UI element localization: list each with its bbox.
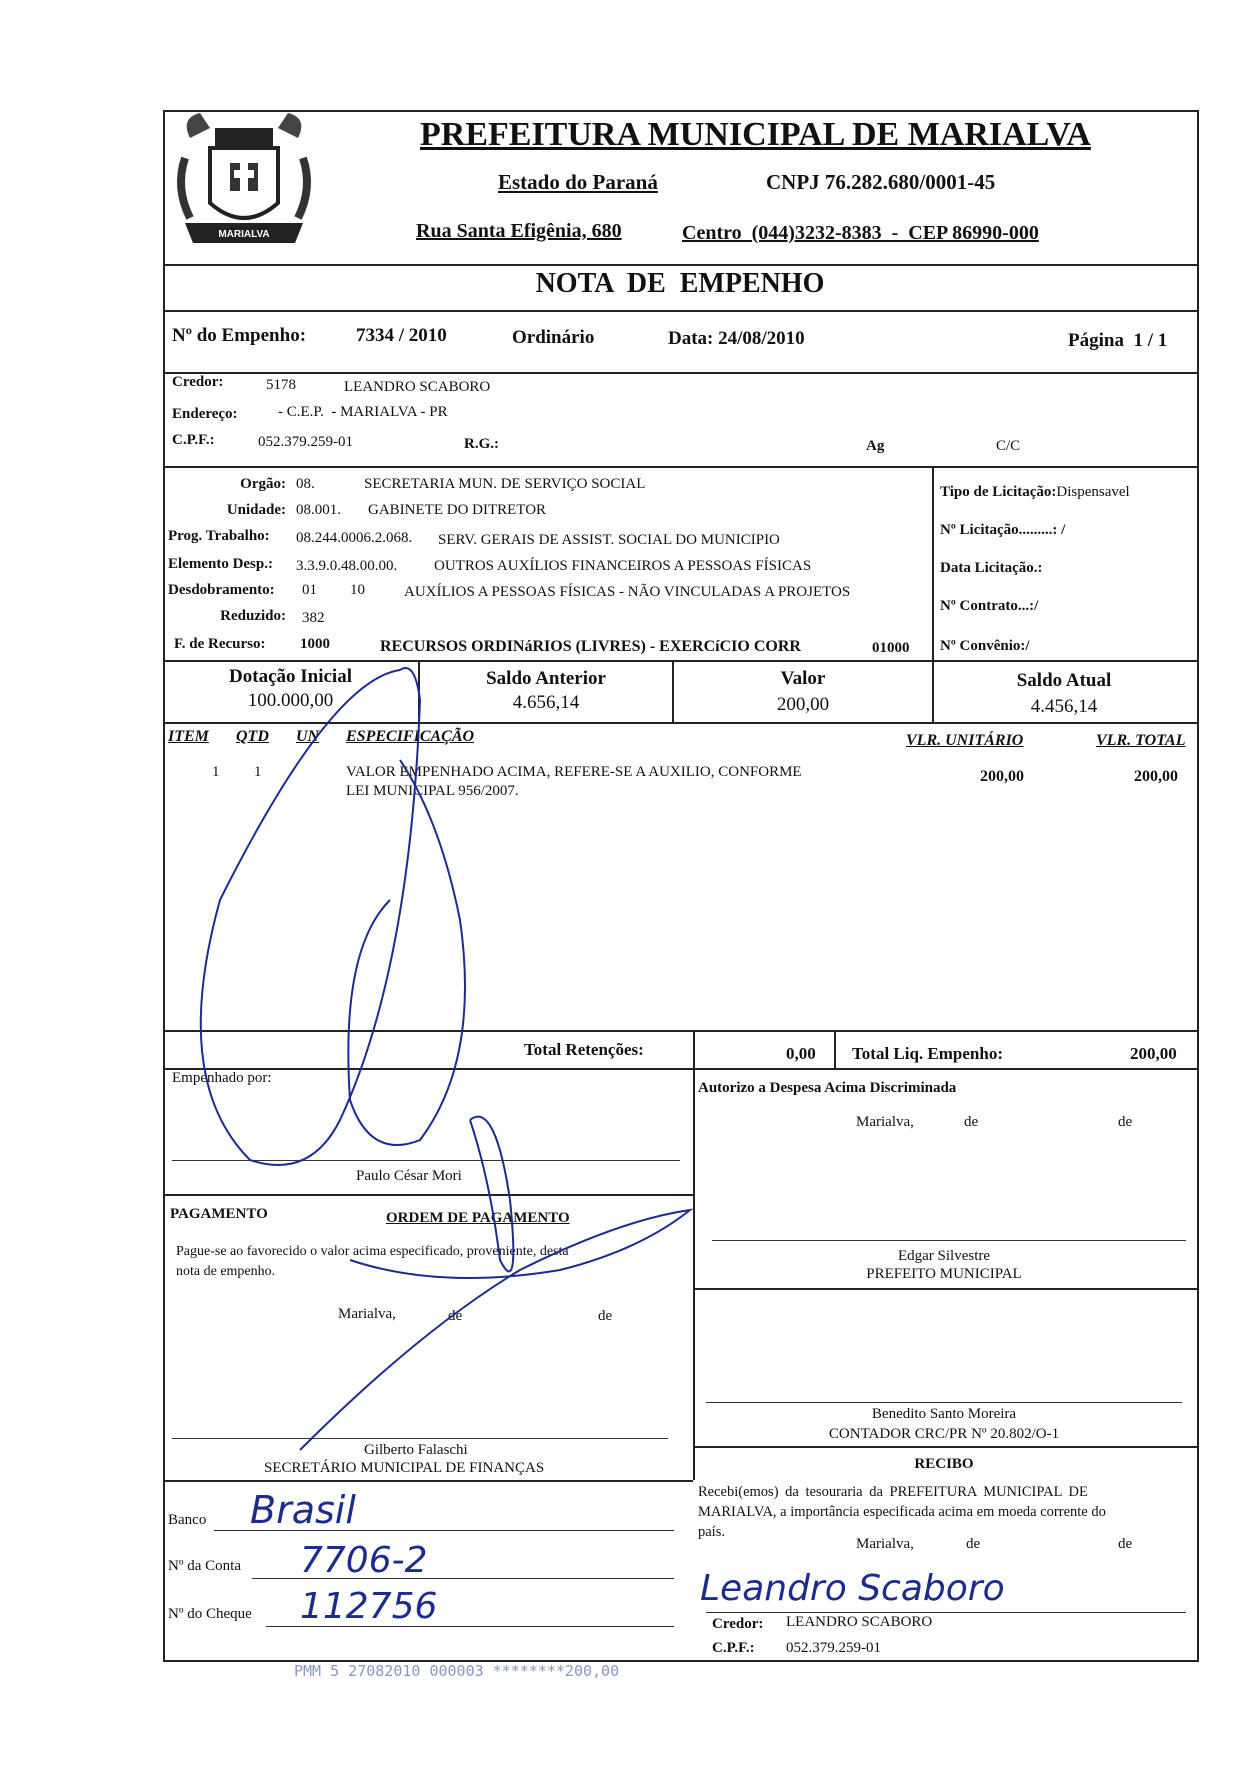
credor-name: LEANDRO SCABORO <box>344 379 491 395</box>
prefeito-title: PREFEITO MUNICIPAL <box>866 1266 1022 1282</box>
orgao-code: 08. <box>296 476 315 492</box>
header-street: Rua Santa Efigênia, 680 <box>416 220 622 242</box>
prog-code: 08.244.0006.2.068. <box>296 530 413 546</box>
autorizo-label: Autorizo a Despesa Acima Discriminada <box>698 1080 957 1096</box>
fonte-code: 1000 <box>300 636 330 652</box>
dotacao-value: 100.000,00 <box>247 690 334 711</box>
empenhado-name: Paulo César Mori <box>356 1168 462 1184</box>
credor-signature: Leandro Scaboro <box>700 1568 1005 1609</box>
cc-label: C/C <box>996 438 1021 454</box>
prog-value: SERV. GERAIS DE ASSIST. SOCIAL DO MUNICIPIO <box>438 532 780 548</box>
address-value: - C.E.P. - MARIALVA - PR <box>278 404 448 420</box>
fonte-code2: 01000 <box>872 640 910 656</box>
credor-label: Credor: <box>172 374 224 390</box>
valor-value: 200,00 <box>776 694 830 715</box>
recibo-text-line1: Recebi(emos) da tesouraria da PREFEITURA MUNICIPAL DE <box>698 1484 1088 1500</box>
banco-label: Banco <box>168 1512 207 1528</box>
ag-label: Ag <box>866 438 885 454</box>
elem-code: 3.3.9.0.48.00.00. <box>296 558 398 574</box>
recibo-city: Marialva, <box>856 1536 914 1552</box>
licitacao-data: Data Licitação.: <box>940 560 1043 576</box>
cpf-value: 052.379.259-01 <box>258 434 353 450</box>
item-qtd: 1 <box>254 764 262 780</box>
ordem-pagamento-label: ORDEM DE PAGAMENTO <box>386 1210 570 1226</box>
header-address: Centro (044)3232-8383 - CEP 86990-000 <box>682 222 1039 244</box>
conta-label: Nº da Conta <box>168 1558 241 1574</box>
cheque-value: 112756 <box>300 1586 438 1627</box>
elem-value: OUTROS AUXÍLIOS FINANCEIROS A PESSOAS FÍSICAS <box>434 558 812 574</box>
desd-code: 01 <box>302 582 317 598</box>
credor-code: 5178 <box>266 377 296 393</box>
elem-label: Elemento Desp.: <box>168 556 273 572</box>
recibo-text-line3: país. <box>698 1524 725 1540</box>
total-retencoes-value: 0,00 <box>786 1044 816 1063</box>
unidade-value: GABINETE DO DITRETOR <box>368 502 547 518</box>
total-liq-value: 200,00 <box>1130 1044 1177 1063</box>
prefeito-name: Edgar Silvestre <box>897 1248 991 1264</box>
empenho-number-label: Nº do Empenho: <box>172 325 307 346</box>
licitacao-tipo-value: Dispensavel <box>1056 484 1130 500</box>
pague-text-line2: nota de empenho. <box>176 1264 276 1279</box>
saldo-anterior-label: Saldo Anterior <box>486 668 606 689</box>
desd-label: Desdobramento: <box>168 582 275 598</box>
licitacao-numero: Nº Licitação.........: / <box>940 522 1066 538</box>
pagamento-city: Marialva, <box>338 1306 396 1322</box>
autorizo-de2: de <box>1118 1114 1133 1130</box>
autorizo-de1: de <box>964 1114 979 1130</box>
item-spec-line2: LEI MUNICIPAL 956/2007. <box>346 783 519 799</box>
secretario-name: Gilberto Falaschi <box>364 1442 468 1458</box>
ink-loop-center <box>348 760 465 1145</box>
secretario-title: SECRETÁRIO MUNICIPAL DE FINANÇAS <box>264 1460 545 1476</box>
empenho-type: Ordinário <box>512 327 595 348</box>
desd-value: AUXÍLIOS A PESSOAS FÍSICAS - NÃO VINCULADAS A PROJETOS <box>404 584 851 600</box>
item-spec-line1: VALOR EMPENHADO ACIMA, REFERE-SE A AUXILIO, CONFORME <box>346 764 802 780</box>
empenho-page: Página 1 / 1 <box>1068 330 1168 351</box>
saldo-atual-label: Saldo Atual <box>1016 670 1112 691</box>
conta-value: 7706-2 <box>300 1540 428 1581</box>
total-liq-label: Total Liq. Empenho: <box>852 1044 1003 1063</box>
ink-loop-left <box>201 668 420 1165</box>
recibo-cpf-label: C.P.F.: <box>712 1640 755 1656</box>
fonte-label: F. de Recurso: <box>174 636 266 652</box>
rg-label: R.G.: <box>464 436 499 452</box>
col-vlr-unitario: VLR. UNITÁRIO <box>906 732 1024 749</box>
recibo-text-line2: MARIALVA, a importância especificada acima em moeda corrente do <box>698 1504 1106 1520</box>
item-total-value: 200,00 <box>1134 768 1178 785</box>
address-label: Endereço: <box>172 406 238 422</box>
orgao-label: Orgão: <box>240 476 286 492</box>
reduzido-label: Reduzido: <box>220 608 286 624</box>
licitacao-contrato: Nº Contrato...:/ <box>940 598 1039 614</box>
pagamento-de1: de <box>448 1308 463 1324</box>
saldo-atual-value: 4.456,14 <box>1030 696 1098 717</box>
recibo-de2: de <box>1118 1536 1133 1552</box>
doc-title: NOTA DE EMPENHO <box>535 268 825 299</box>
prog-label: Prog. Trabalho: <box>168 528 270 544</box>
licitacao-tipo-label: Tipo de Licitação:Dispensavel <box>940 484 1130 500</box>
col-especificacao: ESPECIFICAÇÃO <box>346 728 475 745</box>
crest-text: MARIALVA <box>218 229 270 240</box>
saldo-anterior-value: 4.656,14 <box>512 692 580 713</box>
recibo-credor-value: LEANDRO SCABORO <box>786 1614 933 1630</box>
unidade-code: 08.001. <box>296 502 341 518</box>
orgao-value: SECRETARIA MUN. DE SERVIÇO SOCIAL <box>364 476 646 492</box>
empenho-number: 7334 / 2010 <box>356 325 447 346</box>
machine-stamp: PMM 5 27082010 000003 ********200,00 <box>294 1662 620 1680</box>
ink-loop-right <box>470 1117 513 1272</box>
header-cnpj: CNPJ 76.282.680/0001-45 <box>766 170 996 194</box>
contador-title: CONTADOR CRC/PR Nº 20.802/O-1 <box>828 1426 1060 1442</box>
fonte-value: RECURSOS ORDINáRIOS (LIVRES) - EXERCíCIO CORR <box>380 638 801 655</box>
col-item: ITEM <box>168 728 209 745</box>
recibo-title: RECIBO <box>914 1456 974 1472</box>
empenho-date: Data: 24/08/2010 <box>668 328 805 349</box>
autorizo-city: Marialva, <box>856 1114 914 1130</box>
unidade-label: Unidade: <box>226 502 286 518</box>
col-un: UN <box>296 728 320 745</box>
dotacao-label: Dotação Inicial <box>229 666 352 687</box>
banco-value: Brasil <box>250 1488 356 1532</box>
header-state: Estado do Paraná <box>498 170 658 194</box>
ink-stroke-pay <box>300 1210 690 1450</box>
desd-code2: 10 <box>350 582 365 598</box>
pague-text-line1: Pague-se ao favorecido o valor acima especificado, proveniente, desta <box>176 1244 569 1259</box>
header-title: PREFEITURA MUNICIPAL DE MARIALVA <box>420 116 1091 153</box>
recibo-cpf-value: 052.379.259-01 <box>786 1640 881 1656</box>
contador-name: Benedito Santo Moreira <box>871 1406 1017 1422</box>
licitacao-convenio: Nº Convênio:/ <box>940 638 1030 654</box>
col-vlr-total: VLR. TOTAL <box>1096 732 1186 749</box>
cheque-label: Nº do Cheque <box>168 1606 252 1622</box>
item-unit-value: 200,00 <box>980 768 1024 785</box>
recibo-credor-label: Credor: <box>712 1616 764 1632</box>
item-number: 1 <box>212 764 220 780</box>
recibo-de1: de <box>966 1536 981 1552</box>
valor-label: Valor <box>780 668 826 689</box>
empenhado-label: Empenhado por: <box>172 1070 272 1086</box>
total-retencoes-label: Total Retenções: <box>524 1040 644 1059</box>
pagamento-de2: de <box>598 1308 613 1324</box>
reduzido-code: 382 <box>302 610 325 626</box>
cpf-label: C.P.F.: <box>172 432 215 448</box>
col-qtd: QTD <box>236 728 269 745</box>
pagamento-label: PAGAMENTO <box>170 1206 268 1222</box>
